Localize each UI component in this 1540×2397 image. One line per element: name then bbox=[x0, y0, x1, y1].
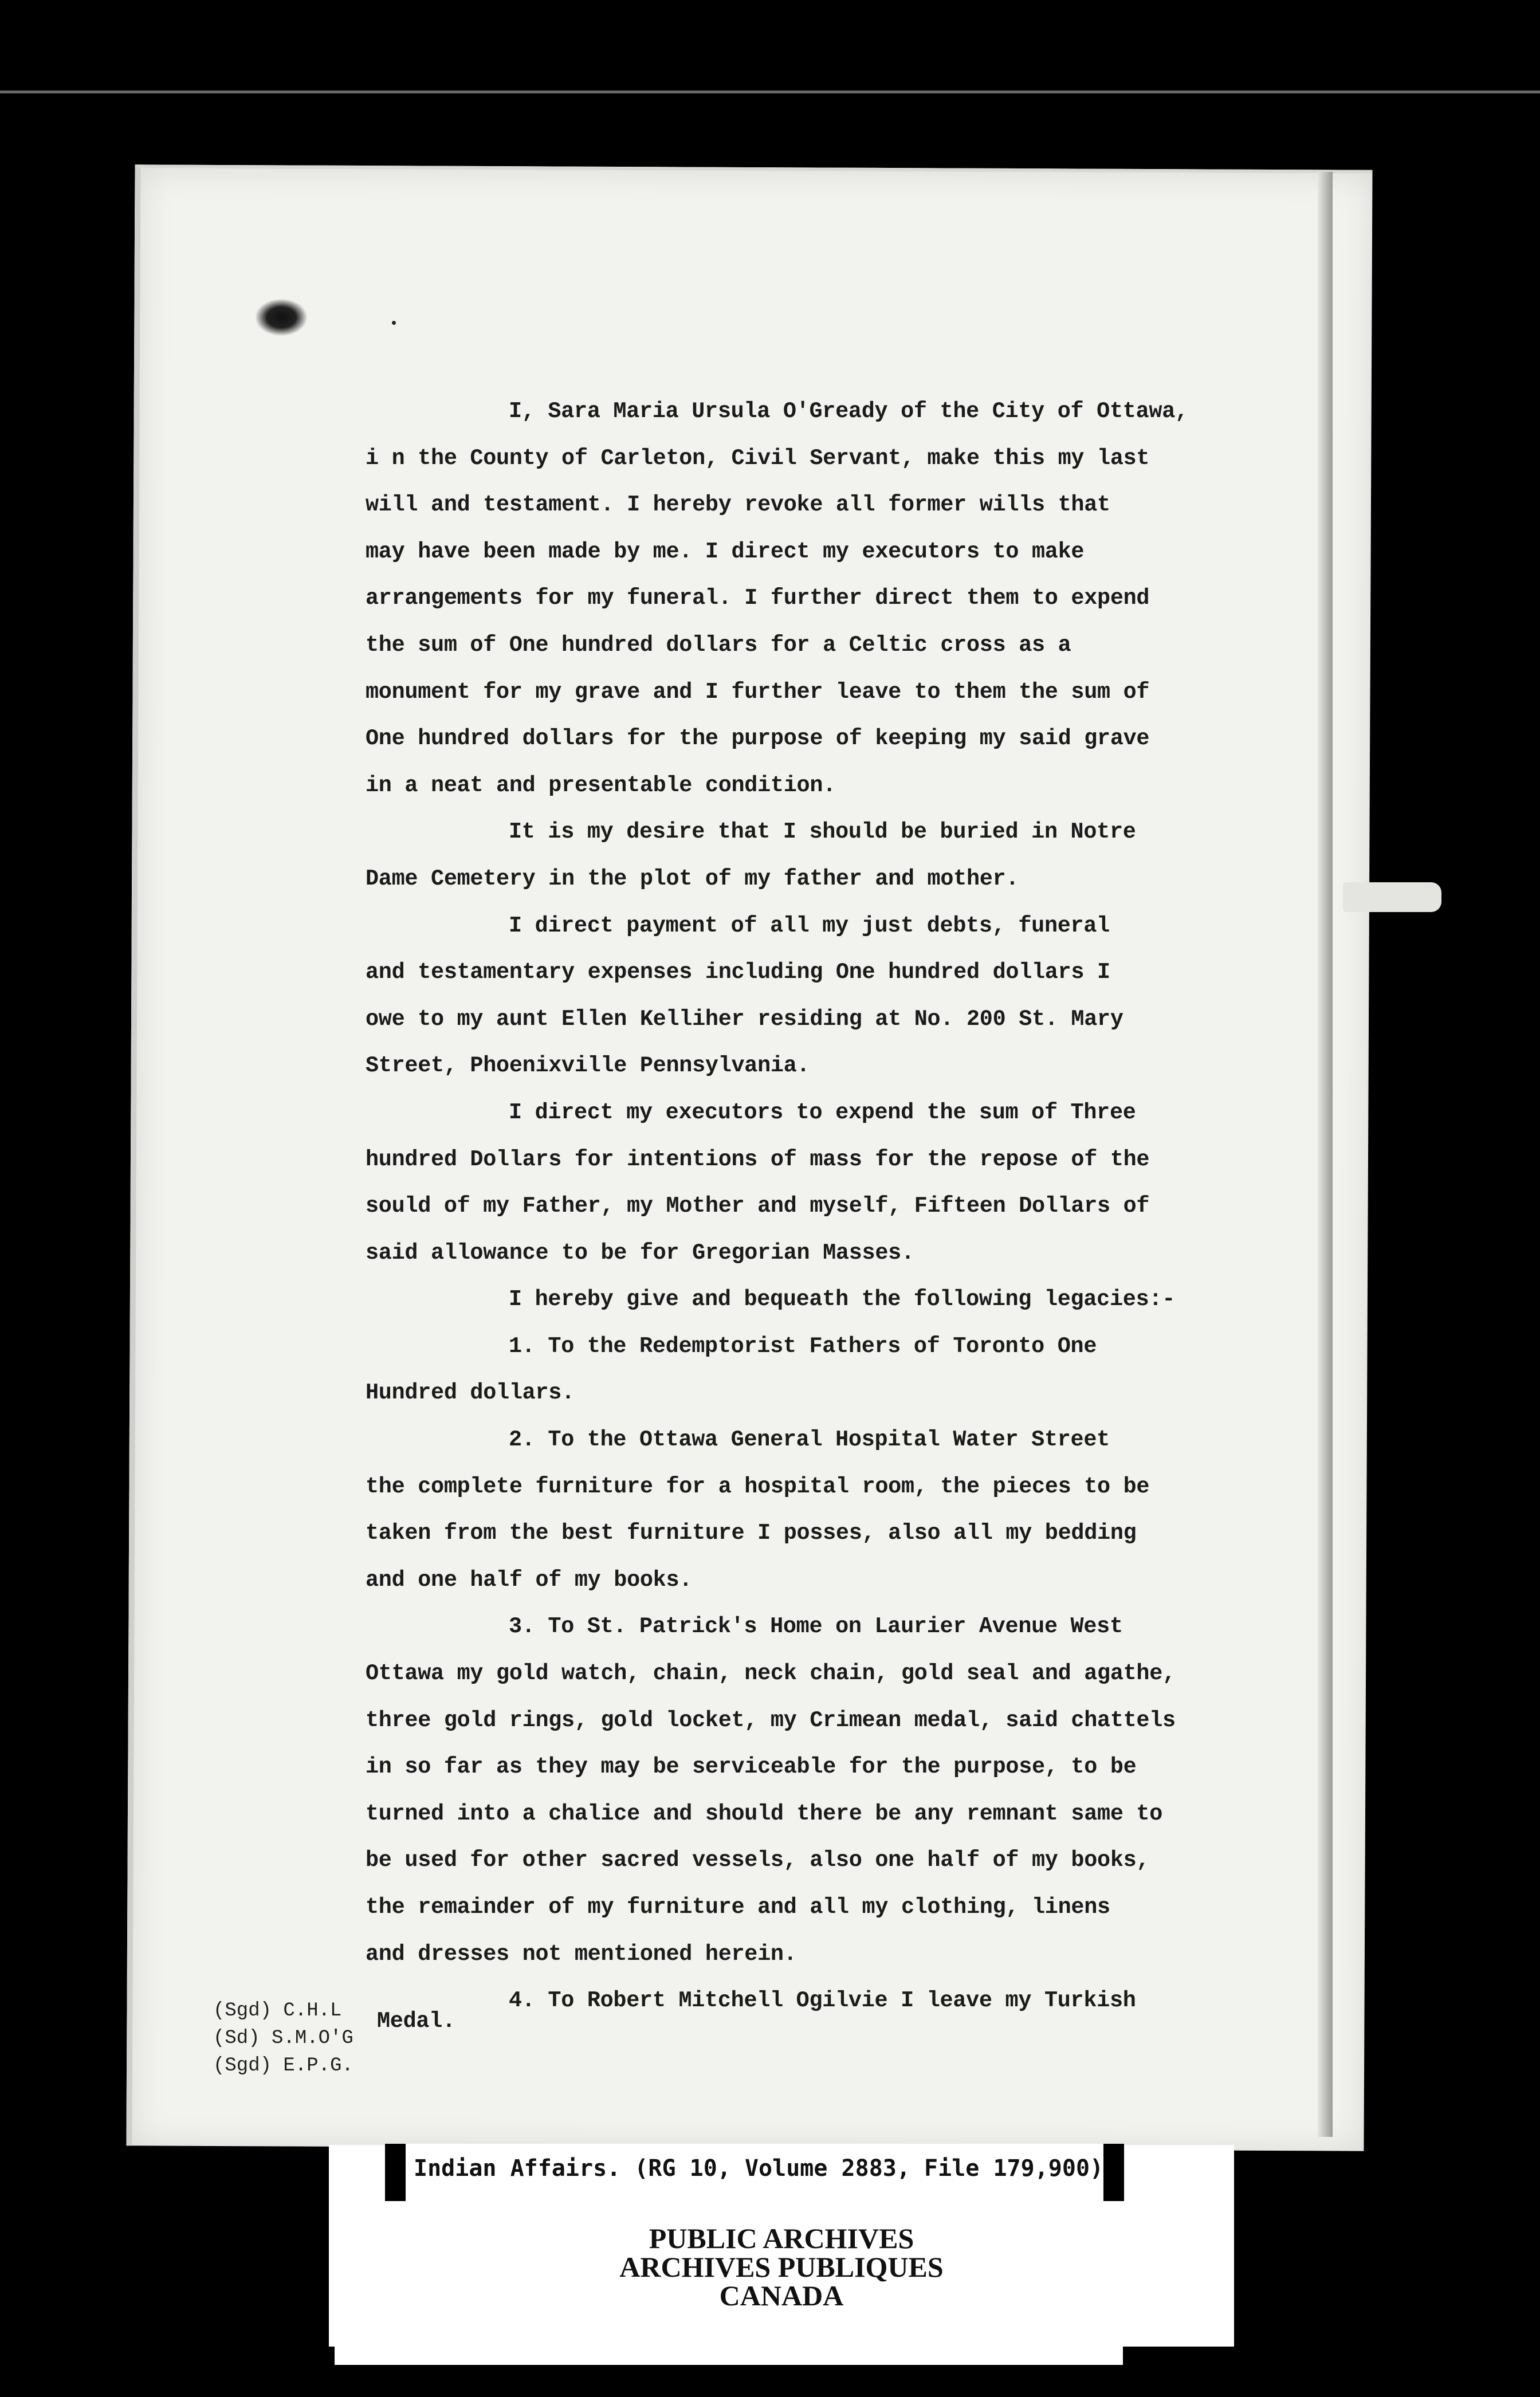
legacy-2-line: the complete furniture for a hospital room, the pieces to be bbox=[366, 1473, 1150, 1499]
text-line: Street, Phoenixville Pennsylvania. bbox=[366, 1053, 810, 1079]
stamp-line: CANADA bbox=[719, 2280, 844, 2312]
text-line: in a neat and presentable condition. bbox=[366, 772, 836, 798]
legacy-3-line: Ottawa my gold watch, chain, neck chain, gold seal and agathe, bbox=[366, 1661, 1176, 1687]
legacy-3-line: turned into a chalice and should there be any remnant same to bbox=[366, 1801, 1163, 1826]
legacy-2-line: and one half of my books. bbox=[366, 1567, 693, 1593]
text-line: Dame Cemetery in the plot of my father and mother. bbox=[366, 866, 1019, 891]
text-line: will and testament. I hereby revoke all former wills that bbox=[366, 492, 1110, 518]
text-line: and testamentary expenses including One hundred dollars I bbox=[366, 960, 1110, 985]
legacy-3-line: in so far as they may be serviceable for the purpose, to be bbox=[366, 1754, 1137, 1780]
text-line: hundred Dollars for intentions of mass for the repose of the bbox=[366, 1146, 1150, 1172]
page-edge-shadow bbox=[1318, 172, 1333, 2137]
stamp-line: ARCHIVES PUBLIQUES bbox=[619, 2251, 944, 2283]
text-line: I hereby give and bequeath the following legacies:- bbox=[509, 1287, 1175, 1313]
legacy-2-line: taken from the best furniture I posses, also all my bedding bbox=[366, 1520, 1137, 1546]
will-text bbox=[366, 388, 1265, 2045]
text-line: It is my desire that I should be buried in Notre bbox=[509, 819, 1136, 845]
archive-stamp bbox=[329, 2224, 1234, 2310]
archive-reference: Indian Affairs. (RG 10, Volume 2883, File 179,900) bbox=[414, 2155, 1104, 2182]
legacy-2-line: 2. To the Ottawa General Hospital Water Street bbox=[509, 1427, 1110, 1453]
ink-smudge-mark bbox=[256, 299, 307, 336]
ink-dot bbox=[392, 321, 396, 325]
text-line: I direct my executors to expend the sum of Three bbox=[509, 1099, 1136, 1125]
signature-line: (Sgd) C.H.L bbox=[213, 2000, 342, 2022]
text-line: I direct payment of all my just debts, funeral bbox=[509, 913, 1110, 938]
text-line: monument for my grave and I further leave to them the sum of bbox=[366, 679, 1150, 705]
stamp-line: PUBLIC ARCHIVES bbox=[649, 2222, 914, 2254]
legacy-3-line: the remainder of my furniture and all my clothing, linens bbox=[366, 1895, 1110, 1920]
paper-tab-tear bbox=[1343, 882, 1441, 912]
legacy-3-line: and dresses not mentioned herein. bbox=[366, 1941, 797, 1967]
legacy-3-line: 3. To St. Patrick's Home on Laurier Avenue West bbox=[509, 1614, 1123, 1640]
legacy-3-line: three gold rings, gold locket, my Crimean medal, said chattels bbox=[366, 1707, 1176, 1733]
signature-line: (Sd) S.M.O'G bbox=[213, 2027, 353, 2049]
legacy-3-line: be used for other sacred vessels, also one half of my books, bbox=[366, 1848, 1150, 1873]
text-line: may have been made by me. I direct my executors to make bbox=[366, 539, 1085, 564]
legacy-1-line: Hundred dollars. bbox=[366, 1380, 575, 1406]
text-line: said allowance to be for Gregorian Masses. bbox=[366, 1240, 914, 1266]
text-line: arrangements for my funeral. I further direct them to expend bbox=[366, 586, 1150, 611]
legacy-4-line: 4. To Robert Mitchell Ogilvie I leave my Turkish bbox=[509, 1988, 1136, 2014]
signature-line: (Sgd) E.P.G. bbox=[213, 2055, 353, 2077]
scan-top-rule bbox=[0, 91, 1540, 93]
signature-initials bbox=[213, 1997, 353, 2080]
legacy-4-line: Medal. bbox=[377, 2008, 455, 2034]
text-line: I, Sara Maria Ursula O'Gready of the City of Ottawa, bbox=[509, 399, 1188, 424]
label-corner-right bbox=[1123, 2347, 1234, 2397]
legacy-1-line: 1. To the Redemptorist Fathers of Toronto One bbox=[509, 1333, 1097, 1359]
text-line: sould of my Father, my Mother and myself, Fifteen Dollars of bbox=[366, 1193, 1150, 1219]
text-line: i n the County of Carleton, Civil Servant, make this my last bbox=[366, 445, 1150, 471]
label-corner-left bbox=[329, 2347, 335, 2397]
text-line: One hundred dollars for the purpose of keeping my said grave bbox=[366, 726, 1150, 752]
text-line: the sum of One hundred dollars for a Celtic cross as a bbox=[366, 632, 1071, 658]
text-line: owe to my aunt Ellen Kelliher residing at No. 200 St. Mary bbox=[366, 1006, 1123, 1032]
